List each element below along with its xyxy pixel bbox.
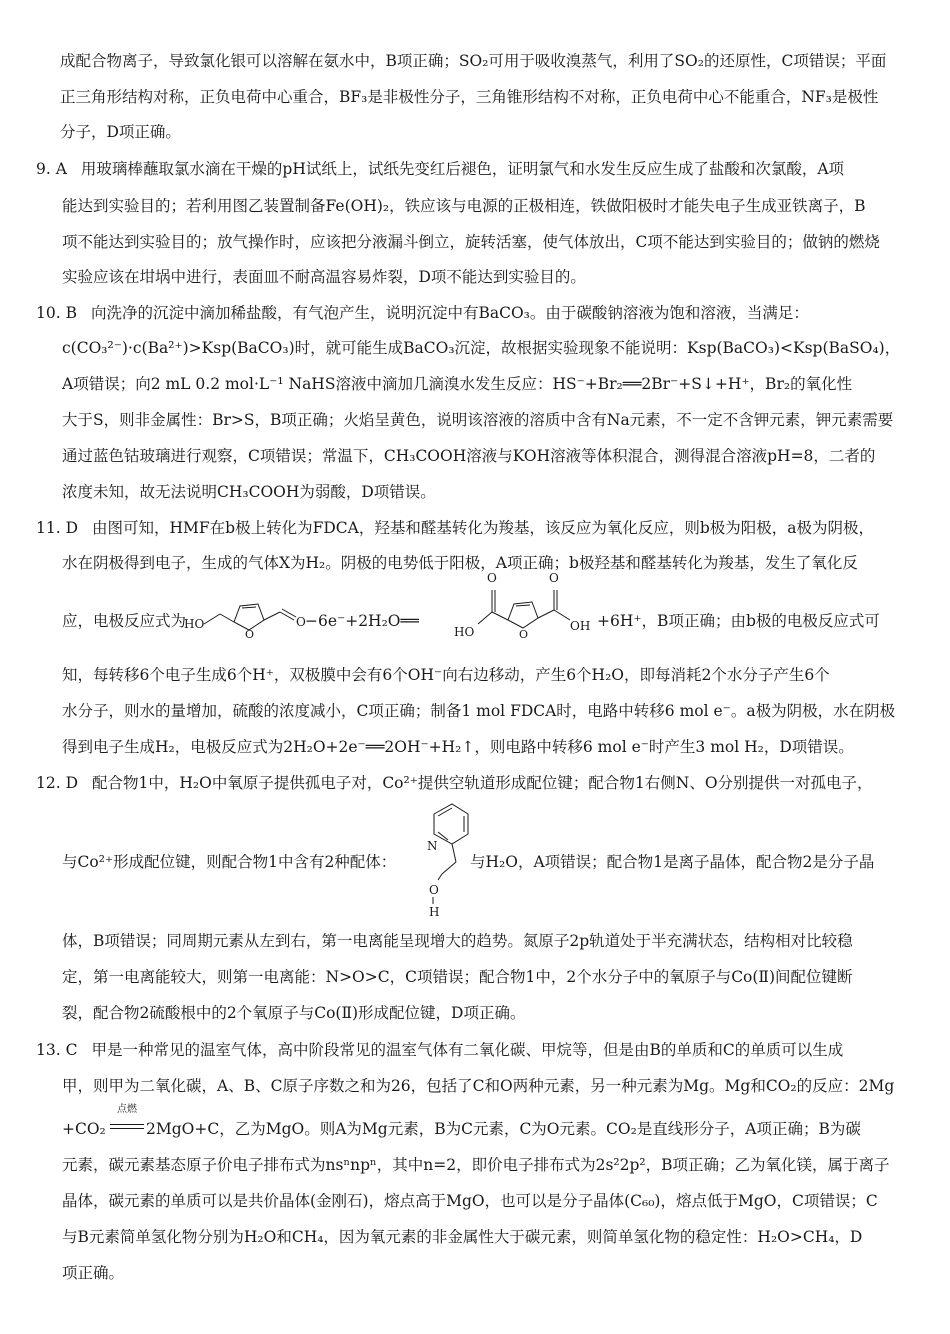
q12-line-3: 体，B项错误；同周期元素从左到右，第一电离能呈现增大的趋势。氮原子2p轨道处于半充满状态，结构相对比较稳 — [62, 932, 853, 950]
fdca-ring-o: O — [519, 628, 529, 640]
q11-line-3c: +6H⁺，B项正确；由b极的电极反应式可 — [597, 612, 880, 630]
q13-label: 13. C — [36, 1041, 78, 1059]
reaction-condition: 点燃 — [117, 1104, 137, 1115]
q12-line-2b: 与H₂O，A项错误；配合物1是离子晶体，配合物2是分子晶 — [470, 853, 875, 871]
pyridine-ethanol-structure — [418, 800, 476, 918]
q12-label: 12. D — [36, 774, 79, 792]
q13-line-3a: +CO₂ — [62, 1120, 106, 1138]
q11-line-3b: −6e⁻+2H₂O══ — [305, 612, 420, 630]
hydroxyl-h-label: H — [429, 905, 440, 918]
q11-line-4: 知，每转移6个电子生成6个H⁺，双极膜中会有6个OH⁻向右边移动，产生6个H₂O，即每消耗2个水分子产生6个 — [62, 666, 830, 684]
q12-line-5: 裂，配合物2硫酸根中的2个氧原子与Co(Ⅱ)形成配位键，D项正确。 — [62, 1004, 526, 1022]
q9-text-1: 用玻璃棒蘸取氯水滴在干燥的pH试纸上，试纸先变红后褪色，证明氯气和水发生反应生成了盐酸和次氯酸，A项 — [80, 160, 845, 178]
q12-line-4: 定，第一电离能较大，则第一电离能：N>O>C，C项错误；配合物1中，2个水分子中的氧原子与Co(Ⅱ)间配位键断 — [62, 968, 853, 986]
q9-line-2: 能达到实验目的；若利用图乙装置制备Fe(OH)₂，铁应该与电源的正极相连，铁做阳极时才能失电子生成亚铁离子，B — [62, 197, 866, 215]
q11-line-2: 水在阴极得到电子，生成的气体X为H₂。阴极的电势低于阳极，A项正确；b极羟基和醛基转化为羧基，发生了氧化反 — [62, 554, 858, 572]
q10-line-6: 浓度未知，故无法说明CH₃COOH为弱酸，D项错误。 — [62, 483, 436, 501]
q12-line-2a: 与Co²⁺形成配位键，则配合物1中含有2种配体： — [62, 853, 397, 871]
q13-line-3b: 2MgO+C，乙为MgO。则A为Mg元素，B为C元素，C为O元素。CO₂是直线形分子，A项正确；B为碳 — [146, 1120, 861, 1138]
q9-label: 9. A — [36, 160, 67, 178]
reaction-arrow-top — [110, 1124, 144, 1125]
q13-line-5: 晶体，碳元素的单质可以是共价晶体(金刚石)，熔点高于MgO，也可以是分子晶体(C₆₀)，熔点低于MgO，C项错误；C — [62, 1192, 878, 1210]
q9-line-3: 项不能达到实验目的；放气操作时，应该把分液漏斗倒立，旋转活塞，使气体放出，C项不能达到实验目的；做钠的燃烧 — [62, 233, 880, 251]
q10-line-5: 通过蓝色钴玻璃进行观察，C项错误；常温下，CH₃COOH溶液与KOH溶液等体积混合，测得混合溶液pH=8，二者的 — [62, 447, 876, 465]
hmf-ho-label: HO — [184, 617, 205, 631]
q10-line-3: A项错误；向2 mL 0.2 mol·L⁻¹ NaHS溶液中滴加几滴溴水发生反应：HS⁻+Br₂══2Br⁻+S↓+H⁺，Br₂的氧化性 — [62, 375, 853, 393]
fdca-ho-label: HO — [454, 625, 475, 639]
hmf-ring-o: O — [245, 628, 255, 640]
q11-line-6: 得到电子生成H₂，电极反应式为2H₂O+2e⁻══2OH⁻+H₂↑，则电路中转移6 mol e⁻时产生3 mol H₂，D项错误。 — [62, 738, 854, 756]
svg-text:O: O — [549, 571, 559, 585]
q10-text-1: 向洗净的沉淀中滴加稀盐酸，有气泡产生，说明沉淀中有BaCO₃。由于碳酸钠溶液为饱和溶液，当满足： — [90, 304, 809, 322]
q9-line-1 — [36, 158, 896, 180]
q11-line-3a: 应，电极反应式为 — [62, 612, 187, 630]
q13-text-1: 甲是一种常见的温室气体，高中阶段常见的温室气体有二氧化碳、甲烷等，但是由B的单质和C的单质可以生成 — [91, 1041, 844, 1059]
q10-line-1 — [36, 302, 896, 324]
q12-line-1 — [36, 772, 896, 794]
q8-line-1: 成配合物离子，导致氯化银可以溶解在氨水中，B项正确；SO₂可用于吸收溴蒸气，利用了SO₂的还原性，C项错误；平面 — [60, 52, 887, 70]
pyridine-n-label: N — [427, 839, 438, 853]
svg-text:O: O — [487, 571, 497, 585]
hmf-structure — [182, 588, 312, 640]
q13-line-7: 项正确。 — [62, 1264, 125, 1282]
q10-line-4: 大于S，则非金属性：Br>S，B项正确；火焰呈黄色，说明该溶液的溶质中含有Na元素，不一定不含钾元素，钾元素需要 — [62, 411, 894, 429]
reaction-arrow-bottom — [110, 1128, 144, 1129]
fdca-structure — [452, 568, 600, 640]
q13-line-2: 甲，则甲为二氧化碳，A、B、C原子序数之和为26，包括了C和O两种元素，另一种元素为Mg。Mg和CO₂的反应：2Mg — [62, 1077, 895, 1095]
q9-line-4: 实验应该在坩埚中进行，表面皿不耐高温容易炸裂，D项不能达到实验目的。 — [62, 268, 586, 286]
q13-line-4: 元素，碳元素基态原子价电子排布式为nsⁿnpⁿ，其中n=2，即价电子排布式为2s²2p²，B项正确；乙为氧化镁，属于离子 — [62, 1156, 890, 1174]
q11-text-1: 由图可知，HMF在b极上转化为FDCA，羟基和醛基转化为羧基，该反应为氧化反应，则b极为阳极，a极为阴极， — [92, 519, 874, 537]
q8-line-3: 分子，D项正确。 — [60, 123, 181, 141]
q11-line-1 — [36, 517, 896, 539]
q11-line-5: 水分子，则水的量增加，硫酸的浓度减小，C项正确；制备1 mol FDCA时，电路中转移6 mol e⁻。a极为阴极，水在阴极 — [62, 702, 896, 720]
svg-text:O: O — [296, 615, 306, 629]
hydroxyl-o-label: O — [429, 883, 439, 897]
q10-label: 10. B — [36, 304, 77, 322]
q8-line-2: 正三角形结构对称，正负电荷中心重合，BF₃是非极性分子，三角锥形结构不对称，正负电荷中心不能重合，NF₃是极性 — [60, 88, 879, 106]
fdca-oh-label: OH — [570, 619, 591, 633]
q13-line-1 — [36, 1039, 896, 1061]
q13-line-6: 与B元素简单氢化物分别为H₂O和CH₄，因为氧元素的非金属性大于碳元素，则简单氢化物的稳定性：H₂O>CH₄，D — [62, 1228, 863, 1246]
q10-line-2: c(CO₃²⁻)·c(Ba²⁺)>Ksp(BaCO₃)时，就可能生成BaCO₃沉淀，故根据实验现象不能说明：Ksp(BaCO₃)<Ksp(BaSO₄)， — [62, 339, 901, 357]
q11-label: 11. D — [36, 519, 79, 537]
q12-text-1: 配合物1中，H₂O中氧原子提供孤电子对，Co²⁺提供空轨道形成配位键；配合物1右侧N、O分别提供一对孤电子， — [92, 774, 873, 792]
